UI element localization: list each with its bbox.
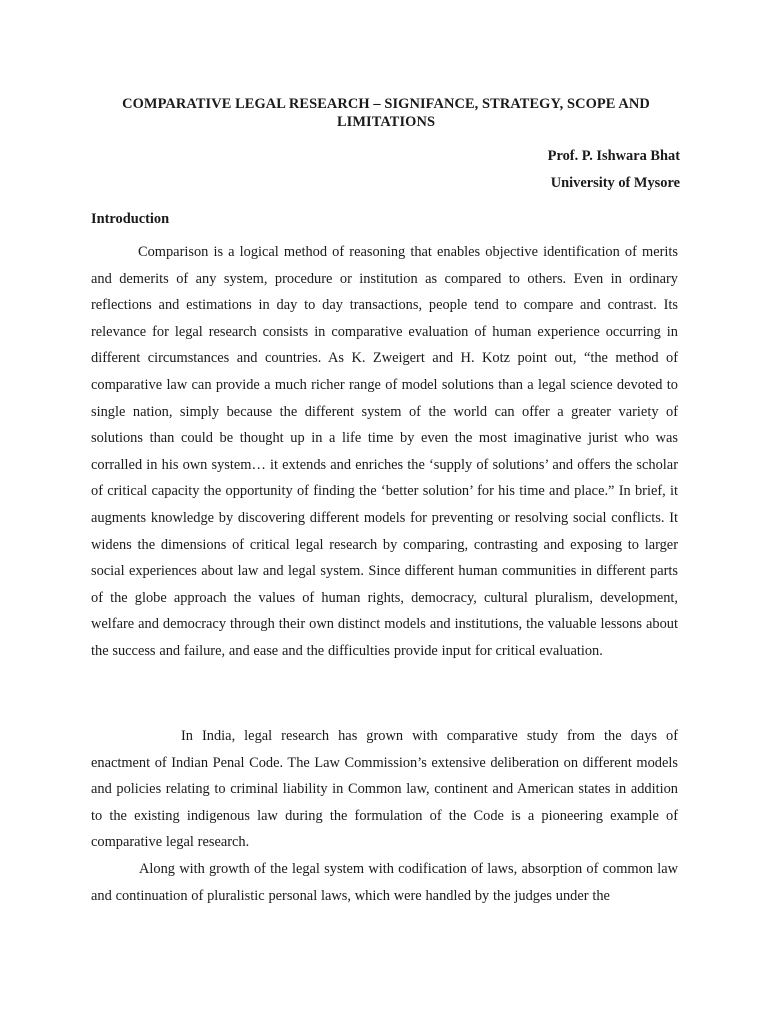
- author-affiliation: University of Mysore: [550, 175, 680, 191]
- paragraph-3: Along with growth of the legal system with codification of laws, absorption of common law and continuation of pluralistic personal laws, which were handled by the judges under the: [91, 861, 678, 904]
- paragraph-1: Comparison is a logical method of reasoning that enables objective identification of merits and demerits of any system, procedure or institution as compared to others. Even in ordinary reflections and estimations in day to day transactions, people tend to compare and contrast. Its relevance for legal research consists in comparative evaluation of human experience occurring in different circumstances and countries. As K. Zweigert and H. Kotz point out, “the method of comparative law can provide a much richer range of model solutions than a legal science devoted to single nation, simply because the different system of the world can offer a greater variety of solutions than could be thought up in a life time by even the most imaginative jurist who was corralled in his own system… it extends and enriches the ‘supply of solutions’ and offers the scholar of critical capacity the opportunity of finding the ‘better solution’ for his time and place.” In brief, it augments knowledge by discovering different models for preventing or resolving social conflicts. It widens the dimensions of critical legal research by comparing, contrasting and exposing to larger social experiences about law and legal system. Since different human communities in different parts of the globe approach the values of human rights, democracy, cultural pluralism, development, welfare and democracy through their own distinct models and institutions, the valuable lessons about the success and failure, and ease and the difficulties provide input for critical evaluation.: [91, 244, 678, 659]
- author-name: Prof. P. Ishwara Bhat: [547, 148, 680, 164]
- paragraph-2: In India, legal research has grown with comparative study from the days of enactment of Indian Penal Code. The Law Commission’s extensive deliberation on different models and policies relating to criminal liability in Common law, continent and American states in addition to the existing indigenous law during the formulation of the Code is a pioneering example of comparative legal research.: [91, 728, 678, 851]
- section-heading: Introduction: [91, 211, 170, 227]
- paper-title: COMPARATIVE LEGAL RESEARCH – SIGNIFANCE, STRATEGY, SCOPE AND LIMITATIONS: [122, 96, 650, 130]
